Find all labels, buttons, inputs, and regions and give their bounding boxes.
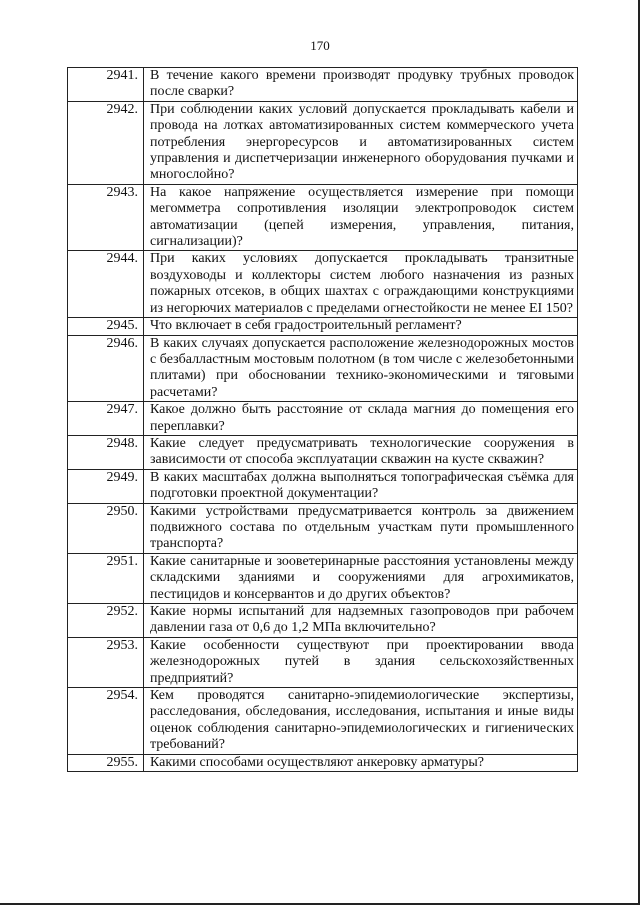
table-row (68, 318, 578, 335)
question-text: Какие особенности существуют при проектировании ввода железнодорожных путей в здания сельскохозяйственных предприятий? (144, 637, 578, 687)
page-number: 170 (310, 38, 330, 53)
question-number: 2949. (68, 469, 144, 503)
question-number: 2955. (68, 754, 144, 771)
question-text: Кем проводятся санитарно-эпидемиологические экспертизы, расследования, обследования, исследования, испытания и иные виды оценок соблюдения санитарно-эпидемиологических и гигиенических требований? (144, 688, 578, 755)
question-text: На какое напряжение осуществляется измерение при помощи мегомметра сопротивления изоляции электропроводок систем автоматизации (цепей измерения, управления, питания, сигнализации)? (144, 184, 578, 251)
question-number: 2945. (68, 318, 144, 335)
table-row (68, 553, 578, 603)
table-row (68, 688, 578, 755)
question-number: 2947. (68, 402, 144, 436)
question-number: 2954. (68, 688, 144, 755)
questions-table-body (68, 68, 578, 772)
question-number: 2944. (68, 251, 144, 318)
question-text: В каких случаях допускается расположение железнодорожных мостов с безбалластным мостовым полотном (в том числе с железобетонными плитами) при обосновании технико-экономическими и тяговыми расчетами? (144, 335, 578, 402)
question-number: 2941. (68, 68, 144, 102)
question-number: 2951. (68, 553, 144, 603)
question-number: 2946. (68, 335, 144, 402)
table-row (68, 402, 578, 436)
questions-table (67, 67, 578, 772)
question-text: При каких условиях допускается прокладывать транзитные воздуховоды и коллекторы систем любого назначения из разных пожарных отсеков, в общих шахтах с ограждающими конструкциями из негорючих материалов с пределами огнестойкости не менее EI 150? (144, 251, 578, 318)
question-number: 2948. (68, 435, 144, 469)
question-text: Какие санитарные и зооветеринарные расстояния установлены между складскими зданиями и сооружениями для агрохимикатов, пестицидов и консервантов и до других объектов? (144, 553, 578, 603)
question-number: 2953. (68, 637, 144, 687)
question-number: 2943. (68, 184, 144, 251)
question-text: Что включает в себя градостроительный регламент? (144, 318, 578, 335)
table-row (68, 469, 578, 503)
table-row (68, 435, 578, 469)
question-text: При соблюдении каких условий допускается прокладывать кабели и провода на лотках автоматизированных систем коммерческого учета потребления энергоресурсов и автоматизированных систем управления и диспетчеризации инженерного оборудования пучками и многослойно? (144, 101, 578, 184)
table-row (68, 184, 578, 251)
question-number: 2950. (68, 503, 144, 553)
table-row (68, 101, 578, 184)
question-text: Какие нормы испытаний для надземных газопроводов при рабочем давлении газа от 0,6 до 1,2 МПа включительно? (144, 604, 578, 638)
question-number: 2952. (68, 604, 144, 638)
question-number: 2942. (68, 101, 144, 184)
question-text: Какими способами осуществляют анкеровку арматуры? (144, 754, 578, 771)
table-row (68, 604, 578, 638)
table-row (68, 68, 578, 102)
question-text: Какие следует предусматривать технологические сооружения в зависимости от способа эксплуатации скважин на кусте скважин? (144, 435, 578, 469)
question-text: В течение какого времени производят продувку трубных проводок после сварки? (144, 68, 578, 102)
table-row (68, 754, 578, 771)
question-text: Какое должно быть расстояние от склада магния до помещения его переплавки? (144, 402, 578, 436)
question-text: Какими устройствами предусматривается контроль за движением подвижного состава по отдельным участкам пути промышленного транспорта? (144, 503, 578, 553)
table-row (68, 251, 578, 318)
table-row (68, 335, 578, 402)
table-row (68, 503, 578, 553)
question-text: В каких масштабах должна выполняться топографическая съёмка для подготовки проектной документации? (144, 469, 578, 503)
table-row (68, 637, 578, 687)
